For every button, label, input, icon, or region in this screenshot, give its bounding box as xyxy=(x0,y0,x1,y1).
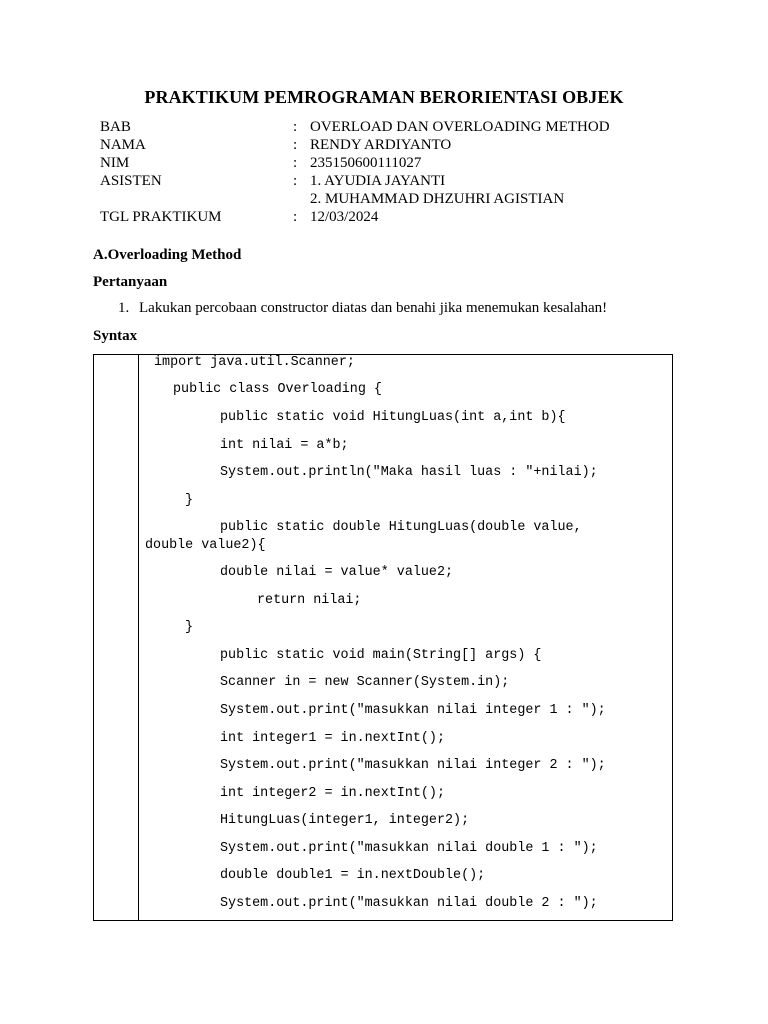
code-line: int integer2 = in.nextInt(); xyxy=(220,786,445,801)
info-label: TGL PRAKTIKUM xyxy=(100,209,222,225)
info-label: BAB xyxy=(100,119,131,135)
info-value: 2. MUHAMMAD DHZUHRI AGISTIAN xyxy=(310,191,565,207)
code-table xyxy=(93,354,673,921)
section-heading: A.Overloading Method xyxy=(93,247,242,263)
info-value: 12/03/2024 xyxy=(310,209,379,225)
question-number: 1. xyxy=(118,300,130,316)
code-line: } xyxy=(185,493,194,508)
info-colon: : xyxy=(293,173,298,189)
code-line: public static double HitungLuas(double value, xyxy=(220,520,582,535)
question-text: Lakukan percobaan constructor diatas dan benahi jika menemukan kesalahan! xyxy=(139,300,608,316)
code-line: System.out.print("masukkan nilai double 1 : "); xyxy=(220,841,598,856)
code-line: public class Overloading { xyxy=(173,382,382,397)
info-colon: : xyxy=(293,209,298,225)
code-column-divider xyxy=(138,355,139,920)
info-colon: : xyxy=(293,137,298,153)
info-value: 235150600111027 xyxy=(310,155,422,171)
info-value: RENDY ARDIYANTO xyxy=(310,137,452,153)
info-value: OVERLOAD DAN OVERLOADING METHOD xyxy=(310,119,610,135)
info-value: 1. AYUDIA JAYANTI xyxy=(310,173,446,189)
code-line: System.out.println("Maka hasil luas : "+nilai); xyxy=(220,465,598,480)
question-item xyxy=(118,300,607,317)
document-title: PRAKTIKUM PEMROGRAMAN BERORIENTASI OBJEK xyxy=(144,87,624,107)
code-line: HitungLuas(integer1, integer2); xyxy=(220,813,470,828)
info-colon: : xyxy=(293,155,298,171)
question-heading: Pertanyaan xyxy=(93,274,168,290)
syntax-heading: Syntax xyxy=(93,328,138,344)
info-label: ASISTEN xyxy=(100,173,162,189)
code-line: System.out.print("masukkan nilai double 2 : "); xyxy=(220,896,598,911)
code-line: Scanner in = new Scanner(System.in); xyxy=(220,675,510,690)
info-label: NAMA xyxy=(100,137,146,153)
code-line: System.out.print("masukkan nilai integer 1 : "); xyxy=(220,703,606,718)
info-label: NIM xyxy=(100,155,130,171)
code-line: return nilai; xyxy=(257,593,362,608)
code-line: double double1 = in.nextDouble(); xyxy=(220,868,486,883)
code-line: double nilai = value* value2; xyxy=(220,565,454,580)
code-line: } xyxy=(185,620,194,635)
code-line: int integer1 = in.nextInt(); xyxy=(220,731,445,746)
code-line: public static void HitungLuas(int a,int b){ xyxy=(220,410,566,425)
code-line: public static void main(String[] args) { xyxy=(220,648,542,663)
code-line: import java.util.Scanner; xyxy=(154,355,355,370)
info-colon: : xyxy=(293,119,298,135)
code-line: int nilai = a*b; xyxy=(220,438,349,453)
code-line: double value2){ xyxy=(145,538,266,553)
code-line: System.out.print("masukkan nilai integer 2 : "); xyxy=(220,758,606,773)
